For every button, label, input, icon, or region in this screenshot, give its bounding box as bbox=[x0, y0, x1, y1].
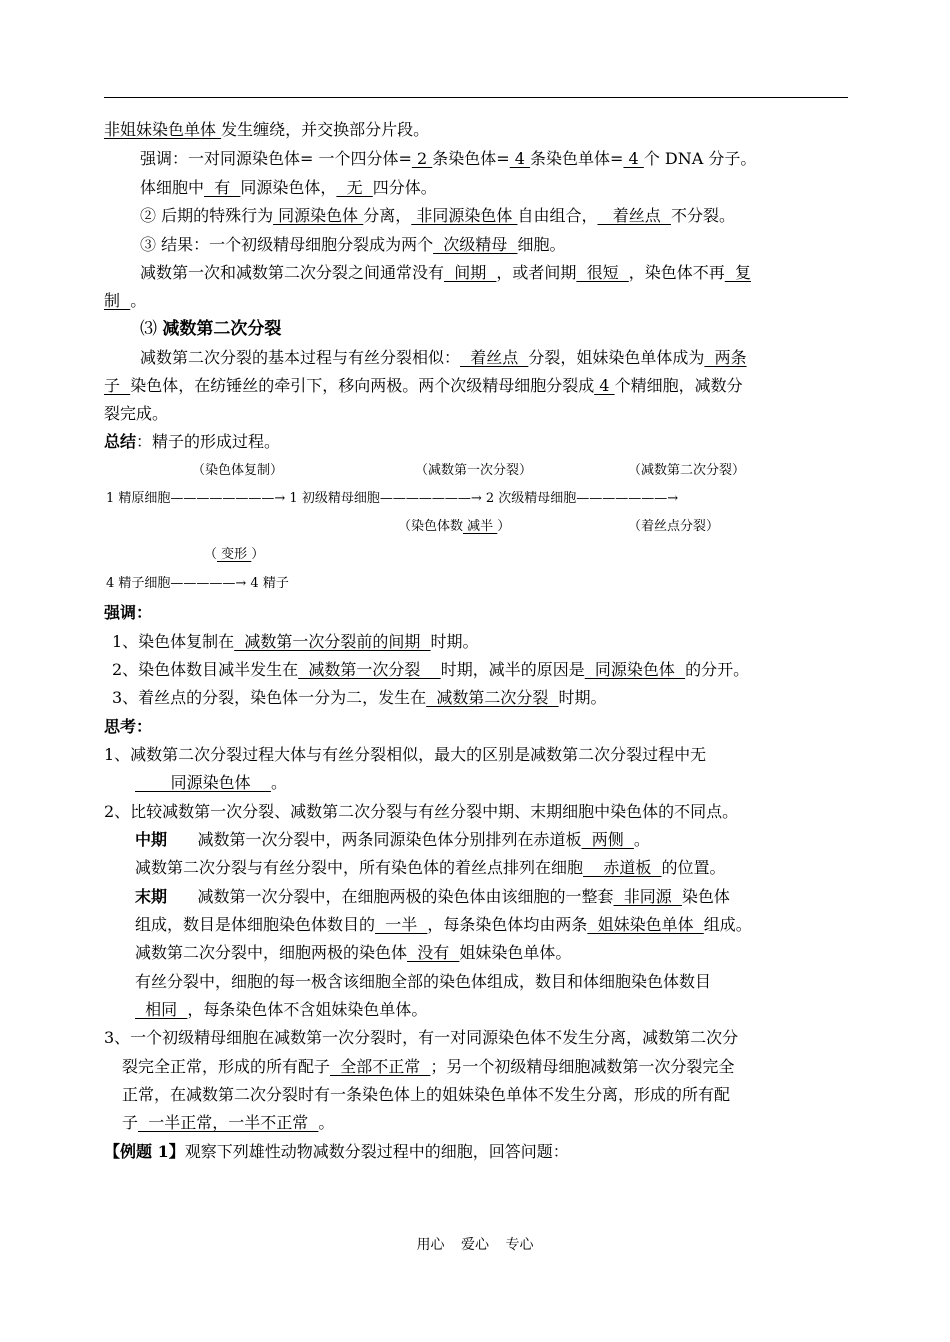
text-segment: 个精细胞，减数分 bbox=[614, 376, 743, 395]
text-line bbox=[104, 375, 850, 397]
answer-blank: 非同源染色体 bbox=[411, 206, 518, 225]
bold-text: ： bbox=[136, 603, 153, 622]
text-segment: 有丝分裂中，细胞的每一极含该细胞全部的染色体组成，数目和体细胞染色体数目 bbox=[135, 972, 712, 991]
text-segment: ，染色体不再 bbox=[628, 263, 725, 282]
section-heading bbox=[104, 716, 850, 738]
text-segment: 体细胞中 bbox=[140, 178, 205, 197]
text-line bbox=[104, 744, 850, 766]
text-segment: 分裂，姐妹染色单体成为 bbox=[528, 348, 705, 367]
text-segment: 同源染色体， bbox=[240, 178, 337, 197]
answer-blank: 同源染色体 bbox=[135, 773, 271, 792]
answer-blank: 非姐妹染色单体 bbox=[104, 120, 222, 139]
answer-blank: 减数第一次分裂前的间期 bbox=[234, 632, 431, 651]
answer-blank: 复 bbox=[724, 263, 751, 282]
answer-blank: 同源染色体 bbox=[273, 206, 364, 225]
text-line bbox=[140, 234, 886, 256]
text-line bbox=[135, 829, 881, 851]
answer-blank: 相同 bbox=[135, 1000, 188, 1019]
text-segment: 强调：一对同源染色体= 一个四分体= bbox=[140, 149, 412, 168]
answer-blank: 4 bbox=[509, 149, 531, 168]
flow-label-transform: （ 变形 ） bbox=[204, 547, 265, 562]
text-segment: ② 后期的特殊行为 bbox=[140, 206, 274, 225]
text-segment: ：精子的形成过程。 bbox=[136, 432, 281, 451]
text-segment: 减数第一次和减数第二次分裂之间通常没有 bbox=[140, 263, 445, 282]
text-line bbox=[140, 205, 886, 227]
section-heading bbox=[104, 602, 850, 624]
text-segment: 减数第一次分裂中，在细胞两极的染色体由该细胞的一整套 bbox=[167, 887, 614, 906]
text-segment: ③ 结果：一个初级精母细胞分裂成为两个 bbox=[140, 235, 434, 254]
text-segment: ，每条染色体均由两条 bbox=[427, 915, 588, 934]
text-line bbox=[112, 631, 858, 653]
text-line bbox=[135, 886, 881, 908]
text-segment: 减数第二次分裂中，细胞两极的染色体 bbox=[135, 943, 408, 962]
text-line bbox=[104, 1027, 850, 1049]
bold-text: 末期 bbox=[135, 887, 168, 906]
text-segment: ⑶ bbox=[140, 319, 163, 339]
bold-text: 思考 bbox=[104, 717, 137, 736]
answer-blank: 减数第一次分裂 bbox=[298, 660, 441, 679]
text-segment: 2、比较减数第一次分裂、减数第二次分裂与有丝分裂中期、末期细胞中染色体的不同点。 bbox=[104, 802, 739, 821]
answer-blank: 全部不正常 bbox=[330, 1057, 431, 1076]
answer-blank: 4 bbox=[623, 149, 644, 168]
answer-blank: 两条 bbox=[704, 348, 747, 367]
text-line bbox=[140, 347, 886, 369]
answer-blank: 一半正常，一半不正常 bbox=[138, 1113, 319, 1132]
answer-blank: 无 bbox=[336, 178, 373, 197]
text-segment: 2、染色体数目减半发生在 bbox=[112, 660, 299, 679]
text-segment: 细胞。 bbox=[517, 235, 566, 254]
flow-main-row: 1 精原细胞————————→ 1 初级精母细胞———————→ 2 次级精母细胞———————→ bbox=[106, 491, 679, 506]
text-segment: 时期。 bbox=[558, 688, 607, 707]
answer-blank: 两侧 bbox=[581, 830, 634, 849]
text-segment: 3、一个初级精母细胞在减数第一次分裂时，有一对同源染色体不发生分离，减数第二次分 bbox=[104, 1028, 739, 1047]
text-line bbox=[135, 942, 881, 964]
text-segment: 观察下列雄性动物减数分裂过程中的细胞，回答问题： bbox=[184, 1142, 569, 1161]
text-segment: 。 bbox=[270, 773, 287, 792]
text-line bbox=[122, 1056, 868, 1078]
bold-text: 【例题 1】 bbox=[104, 1142, 185, 1161]
text-line bbox=[104, 290, 850, 312]
text-segment: 染色体，在纺锤丝的牵引下，移向两极。两个次级精母细胞分裂成 bbox=[130, 376, 595, 395]
flow-label-replication: （染色体复制） bbox=[192, 463, 284, 478]
answer-blank: 有 bbox=[204, 178, 241, 197]
text-segment: 组成，数目是体细胞染色体数目的 bbox=[135, 915, 376, 934]
answer-blank: 姐妹染色单体 bbox=[587, 915, 704, 934]
text-segment: 的位置。 bbox=[661, 858, 726, 877]
answer-blank: 着丝点 bbox=[460, 348, 529, 367]
flow-label-halving: （染色体数 减半 ） bbox=[398, 519, 511, 534]
text-line bbox=[140, 148, 886, 170]
footer-word: 用心 bbox=[416, 1237, 445, 1253]
text-segment: 的分开。 bbox=[685, 660, 750, 679]
answer-blank: 减数第二次分裂 bbox=[426, 688, 559, 707]
text-line bbox=[112, 687, 858, 709]
text-segment: 子 bbox=[122, 1113, 139, 1132]
answer-blank: 没有 bbox=[407, 943, 460, 962]
text-segment: 裂完全正常，形成的所有配子 bbox=[122, 1057, 331, 1076]
text-line bbox=[140, 262, 886, 284]
text-line bbox=[135, 999, 881, 1021]
text-line bbox=[112, 659, 858, 681]
text-segment: 3、着丝点的分裂，染色体一分为二，发生在 bbox=[112, 688, 427, 707]
answer-blank: 2 bbox=[411, 149, 433, 168]
answer-blank: 间期 bbox=[444, 263, 497, 282]
text-segment: 不分裂。 bbox=[670, 206, 735, 225]
flow-label-meiosis1: （减数第一次分裂） bbox=[415, 463, 533, 478]
text-segment: 。 bbox=[633, 830, 650, 849]
page-footer bbox=[0, 1234, 950, 1254]
answer-blank: 4 bbox=[594, 376, 615, 395]
flow-label-centromere: （着丝点分裂） bbox=[628, 519, 720, 534]
text-line bbox=[122, 1112, 868, 1134]
text-segment: 正常，在减数第二次分裂时有一条染色体上的姐妹染色单体不发生分离，形成的所有配 bbox=[122, 1085, 731, 1104]
text-segment: 时期。 bbox=[430, 632, 479, 651]
answer-blank: 着丝点 bbox=[597, 206, 671, 225]
text-segment: 发生缠绕，并交换部分片段。 bbox=[221, 120, 430, 139]
bold-text: ： bbox=[136, 717, 153, 736]
text-segment: 个 DNA 分子。 bbox=[643, 149, 757, 168]
text-line bbox=[135, 914, 881, 936]
text-line bbox=[104, 1141, 850, 1163]
text-segment: 条染色单体= bbox=[530, 149, 624, 168]
text-line bbox=[104, 119, 850, 141]
answer-blank: 同源染色体 bbox=[584, 660, 686, 679]
text-segment: 减数第二次分裂的基本过程与有丝分裂相似： bbox=[140, 348, 461, 367]
answer-blank: 非同源 bbox=[613, 887, 682, 906]
answer-blank: 赤道板 bbox=[583, 858, 662, 877]
text-segment: 裂完成。 bbox=[104, 404, 169, 423]
text-line bbox=[104, 801, 850, 823]
text-line bbox=[104, 403, 850, 425]
text-segment: 。 bbox=[318, 1113, 335, 1132]
bold-text: 减数第二次分裂 bbox=[162, 319, 282, 339]
bold-text: 中期 bbox=[135, 830, 168, 849]
text-segment: 分离， bbox=[363, 206, 412, 225]
bold-text: 强调 bbox=[104, 603, 137, 622]
section-heading bbox=[140, 318, 886, 340]
text-line bbox=[104, 431, 850, 453]
text-segment: 组成。 bbox=[703, 915, 752, 934]
text-segment: 时期，减半的原因是 bbox=[440, 660, 585, 679]
text-segment: 姐妹染色单体。 bbox=[459, 943, 572, 962]
answer-blank: 一半 bbox=[375, 915, 428, 934]
text-segment: 染色体 bbox=[681, 887, 730, 906]
text-segment: 自由组合， bbox=[517, 206, 598, 225]
footer-word: 专心 bbox=[505, 1237, 534, 1253]
text-segment: ，或者间期 bbox=[496, 263, 577, 282]
text-line bbox=[135, 772, 881, 794]
text-segment: 1、减数第二次分裂过程大体与有丝分裂相似，最大的区别是减数第二次分裂过程中无 bbox=[104, 745, 707, 764]
footer-word: 爱心 bbox=[461, 1237, 489, 1253]
text-segment: ，每条染色体不含姐妹染色单体。 bbox=[187, 1000, 428, 1019]
answer-blank: 子 bbox=[104, 376, 131, 395]
text-line bbox=[140, 177, 886, 199]
text-segment: 1、染色体复制在 bbox=[112, 632, 235, 651]
flow-label-meiosis2: （减数第二次分裂） bbox=[628, 463, 746, 478]
answer-blank: 制 bbox=[104, 291, 131, 310]
text-segment: 减数第二次分裂与有丝分裂中，所有染色体的着丝点排列在细胞 bbox=[135, 858, 584, 877]
header-rule bbox=[104, 97, 848, 98]
flow-sperm-row: 4 精子细胞—————→ 4 精子 bbox=[106, 576, 289, 591]
text-segment: 条染色体= bbox=[432, 149, 510, 168]
text-segment: 减数第一次分裂中，两条同源染色体分别排列在赤道板 bbox=[167, 830, 582, 849]
answer-blank: 很短 bbox=[576, 263, 629, 282]
text-line bbox=[122, 1084, 868, 1106]
text-segment: 四分体。 bbox=[372, 178, 437, 197]
text-segment: ；另一个初级精母细胞减数第一次分裂完全 bbox=[430, 1057, 735, 1076]
text-line bbox=[135, 857, 881, 879]
answer-blank: 次级精母 bbox=[433, 235, 518, 254]
bold-text: 总结 bbox=[104, 432, 137, 451]
text-segment: 。 bbox=[130, 291, 147, 310]
text-line bbox=[135, 971, 881, 993]
